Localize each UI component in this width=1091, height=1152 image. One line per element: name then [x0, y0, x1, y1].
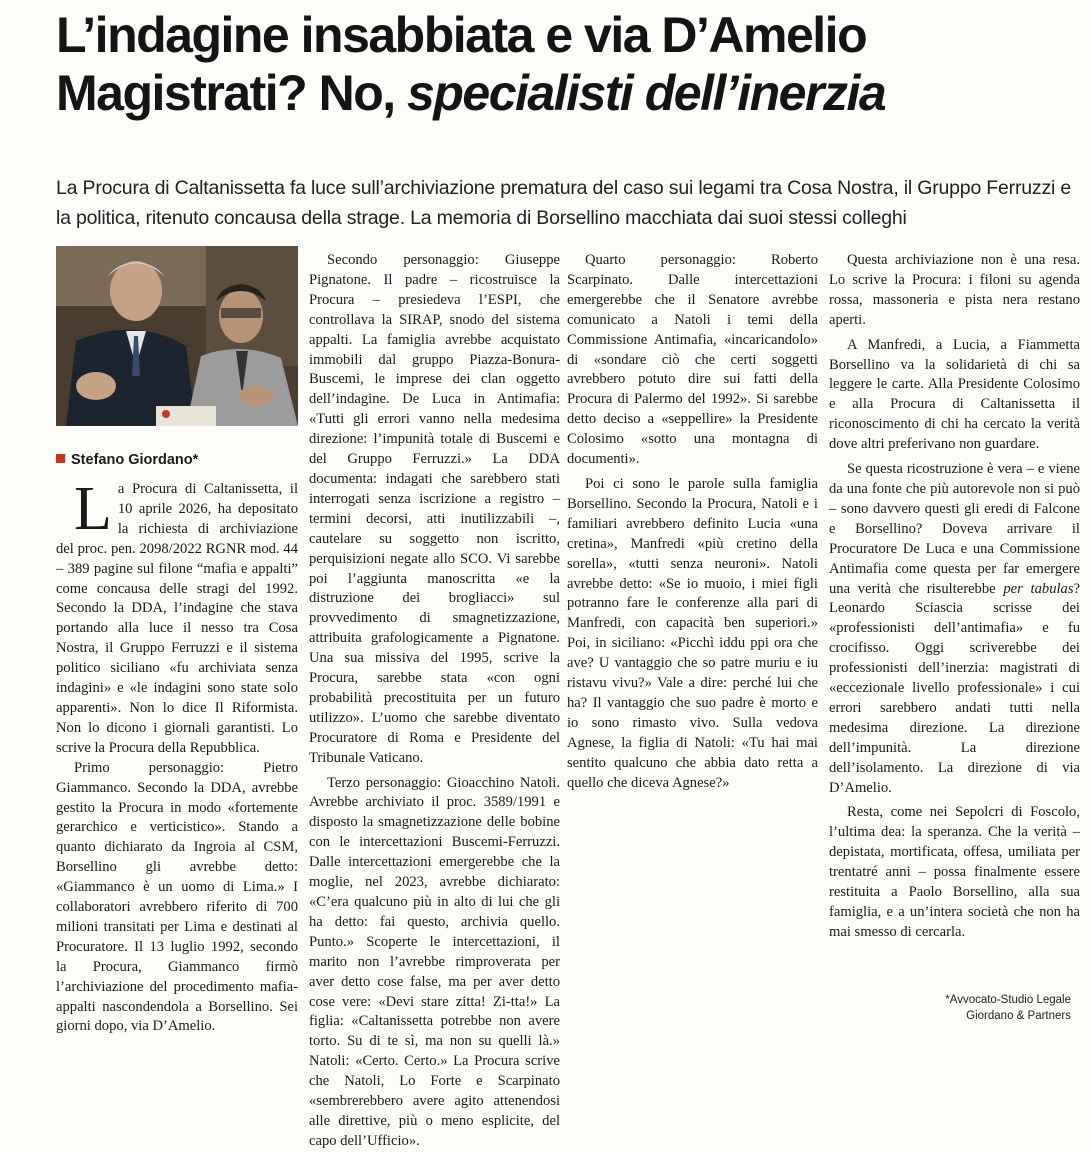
article-paragraph: Terzo personaggio: Gioacchino Natoli. Avrebbe archiviato il proc. 3589/1991 e disposto la smagnetizzazione delle bobine con le intercettazioni Buscemi-Ferruzzi. Dalle intercettazioni emergerebbe che la moglie, nel 2023, avrebbe dichiarato: «C’era qualcuno più in alto di lui che gli ha detto: fai questo, archivia quello. Punto.» Scoperte le intercettazioni, il marito non l’avrebbe rimproverata per aver detto cose false, ma per aver detto cose vere: «Devi stare zitta! Zi-tta!» La figlia: «Caltanissetta potrebbe non avere torto. Su di te sì, ma non su quelli là.» Natoli: «Certo. Certo.» La Procura scrive che Natoli, Lo Forte e Scarpinato «sembrerebbero avere agito attenendosi alle direttive, più o meno esplicite, del capo dell’Ufficio».	[309, 774, 560, 1149]
article-paragraph: Resta, come nei Sepolcri di Foscolo, l’ultima dea: la speranza. Che la verità – depistata, mortificata, offesa, umiliata per trentatré anni – possa finalmente essere restituita a Paolo Borsellino, alla sua famiglia, e a un’intera società che non ha mai smesso di cercarla.	[829, 804, 1080, 940]
article-paragraph: Poi ci sono le parole sulla famiglia Borsellino. Secondo la Procura, Natoli e i familiari avrebbero definito Lucia «una cretina», Manfredi «più cretino della sorella», «tutti senza neuroni». Natoli avrebbe detto: «Se io muoio, i miei figli potranno fare le conferenze alla pari di Manfredi, con capacità ben superiori.» Poi, in siciliano: «Picchì iddu ppi ora che ave? U vantaggio che so patre muriu e iu ristavu vivu?» Vale a dire: perché lui che ha? Il vantaggio che suo padre è morto e io sono rimasto vivo. Sulla vedova Agnese, la figlia di Natoli: «Tu hai mai sentito qualcuno che abbia dato retta a quello che diceva Agnese?»	[567, 475, 818, 791]
headline	[56, 8, 1086, 120]
headline-line1: L’indagine insabbiata e via D’Amelio	[56, 7, 867, 63]
article-column-3	[567, 246, 818, 793]
article-paragraph: Primo personaggio: Pietro Giammanco. Secondo la DDA, avrebbe gestito la Procura in modo «fortemente gerarchico e verticistico». Stando a quanto dichiarato da Ingroia al CSM, Borsellino gli avrebbe detto: «Giammanco è un uomo di Lima.» I collaboratori avrebbero riferito di 700 milioni transitati per Lima e destinati al Procuratore. Il 13 luglio 1992, secondo la Procura, Giammanco firmò l’archiviazione del procedimento mafia-appalti nascondendola a Borsellino. Sei giorni dopo, via D’Amelio.	[56, 759, 298, 1035]
article-column-1	[56, 475, 298, 1037]
article-photo	[56, 246, 298, 426]
dropcap: L	[74, 475, 112, 543]
article-column-2	[309, 246, 560, 1152]
byline: Stefano Giordano*	[56, 452, 198, 468]
headline-italic: specialisti dell’inerzia	[407, 65, 886, 121]
article-paragraph: La Procura di Caltanissetta, il 10 aprile 2026, ha depositato la richiesta di archiviazione del proc. pen. 2098/2022 RGNR mod. 44 – 389 pagine sul filone “mafia e appalti” come concausa delle stragi del 1992. Secondo la DDA, l’indagine che stava portando alla luce il nesso tra Cosa Nostra, il Gruppo Ferruzzi e il sistema politico siciliano «fu archiviata senza indagini» e «le indagini sono state solo apparenti». Non lo dice Il Riformista. Non lo dicono i giornali garantisti. Lo scrive la Procura della Repubblica.	[56, 475, 298, 756]
subheadline: La Procura di Caltanissetta fa luce sull’archiviazione prematura del caso sui legami tra Cosa Nostra, il Gruppo Ferruzzi e la politica, ritenuto concausa della strage. La memoria di Borsellino macchiata dai suoi stessi colleghi	[56, 177, 1071, 229]
article-paragraph: Quarto personaggio: Roberto Scarpinato. Dalle intercettazioni emergerebbe che il Senatore avrebbe comunicato a Natoli i temi della Commissione Antimafia, «incaricandolo» di «sondare ciò che certi soggetti avrebbero potuto dire sui fatti della Procura di Palermo del 1992». Si sarebbe detto deciso a «seppellire» la Presidente Colosimo «sotto una montagna di documenti».	[567, 252, 818, 468]
article-paragraph: A Manfredi, a Lucia, a Fiammetta Borsellino va la solidarietà di chi sa leggere le carte. Alla Presidente Colosimo e alla Procura di Caltanissetta il riconoscimento di chi ha cercato la verità dove altri preferivano non guardare.	[829, 336, 1080, 453]
author-footnote: *Avvocato-Studio Legale Giordano & Partners	[945, 994, 1071, 1022]
article-paragraph: Secondo personaggio: Giuseppe Pignatone. Il padre – ricostruisce la Procura – presiedeva l’ESPI, che controllava la SIRAP, snodo del sistema appalti. La famiglia avrebbe acquistato immobili dal gruppo Piazza-Bonura-Buscemi, le imprese dei clan oggetto dell’indagine. De Luca in Antimafia: «Tutti gli errori vanno nella medesima direzione: l’impunità totale di Buscemi e del Gruppo Ferruzzi.» La DDA documenta: indagati che sarebbero stati interrogati senza iscrizione a registro – termini decorsi, atti inutilizzabili –, cautelare su soggetto non iscritto, perquisizioni negate allo SCO. Vi sarebbe poi l’aggiunta manoscritta «e la distruzione dei brogliacci» sul provvedimento di smagnetizzazione, attribuita grafologicamente a Pignatone. Una sua missiva del 1995, scrive la Procura, sarebbe stata «con ogni probabilità precostituita per un futuro utilizzo». L’uomo che sarebbe diventato Procuratore di Roma e Presidente del Tribunale Vaticano.	[309, 252, 560, 766]
article-paragraph: Questa archiviazione non è una resa. Lo scrive la Procura: i filoni su agenda rossa, massoneria e pista nera restano aperti.	[829, 252, 1080, 328]
byline-marker	[56, 454, 65, 463]
article-column-4	[829, 246, 1080, 943]
article-paragraph: Se questa ricostruzione è vera – e viene da una fonte che più autorevole non si può – sono davvero questi gli eredi di Falcone e Borsellino? Doveva arrivare il Procuratore De Luca e una Commissione Antimafia come questa per far emergere una verità che risulterebbe per tabulas? Leonardo Sciascia scrisse dei «professionisti dell’antimafia» e fu crocifisso. Oggi scriverebbe dei professionisti dell’inerzia: magistrati di «eccezionale livello professionale» i cui errori sarebbero andati tutti nella medesima direzione. La direzione dell’impunità. La direzione dell’isolamento. La direzione di via D’Amelio.	[829, 461, 1081, 796]
headline-line2: Magistrati? No, specialisti dell’inerzia	[56, 65, 886, 121]
